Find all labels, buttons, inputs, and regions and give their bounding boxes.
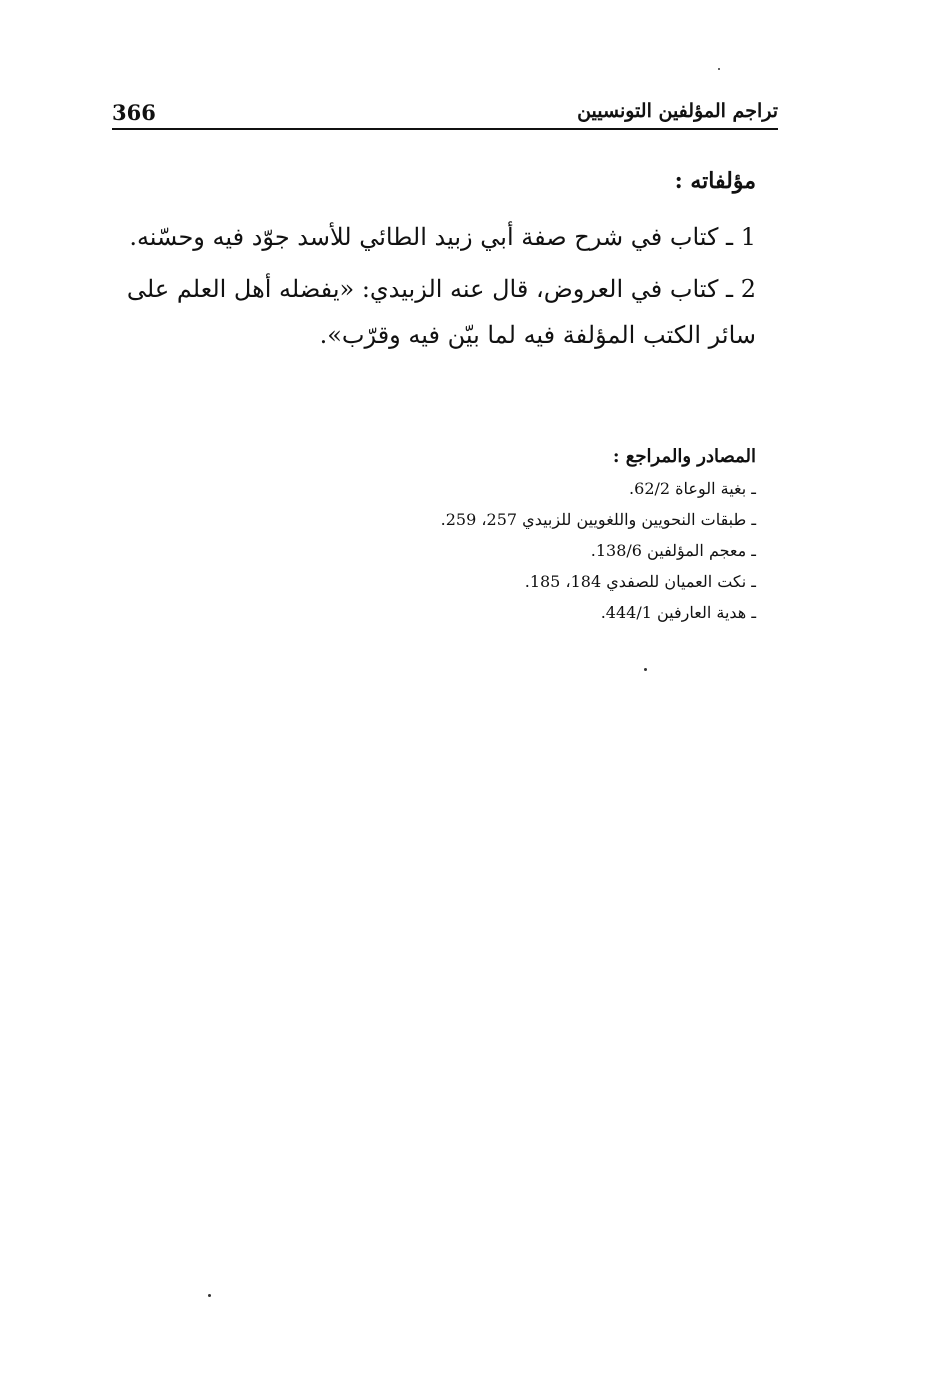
source-item-3: ـ معجم المؤلفين 138/6.: [590, 541, 756, 560]
running-title: تراجم المؤلفين التونسيين: [577, 100, 778, 122]
sources-section: [300, 446, 756, 628]
source-item-4: ـ نكت العميان للصفدي 184، 185.: [524, 572, 756, 591]
source-item-1: ـ بغية الوعاة 62/2.: [629, 479, 756, 498]
work-item-2: 2 ـ كتاب في العروض، قال عنه الزبيدي: «يفضله أهل العلم على سائر الكتب المؤلفة فيه لما بيّن فيه وقرّب».: [126, 275, 756, 349]
works-heading: مؤلفاته :: [674, 168, 756, 194]
work-item-1: 1 ـ كتاب في شرح صفة أبي زبيد الطائي للأسد جوّد فيه وحسّنه.: [129, 223, 756, 251]
scan-speck: [644, 668, 647, 671]
works-section: [100, 168, 756, 364]
sources-heading: المصادر والمراجع :: [612, 446, 756, 467]
page-header: [112, 96, 778, 130]
source-item-5: ـ هدية العارفين 444/1.: [600, 603, 756, 622]
source-item-2: ـ طبقات النحويين واللغويين للزبيدي 257، 259.: [440, 510, 756, 529]
scan-speck: [718, 68, 720, 70]
works-list: [100, 214, 756, 358]
sources-list: [300, 473, 756, 628]
page-number: 366: [112, 100, 156, 125]
scan-speck: [208, 1294, 211, 1297]
